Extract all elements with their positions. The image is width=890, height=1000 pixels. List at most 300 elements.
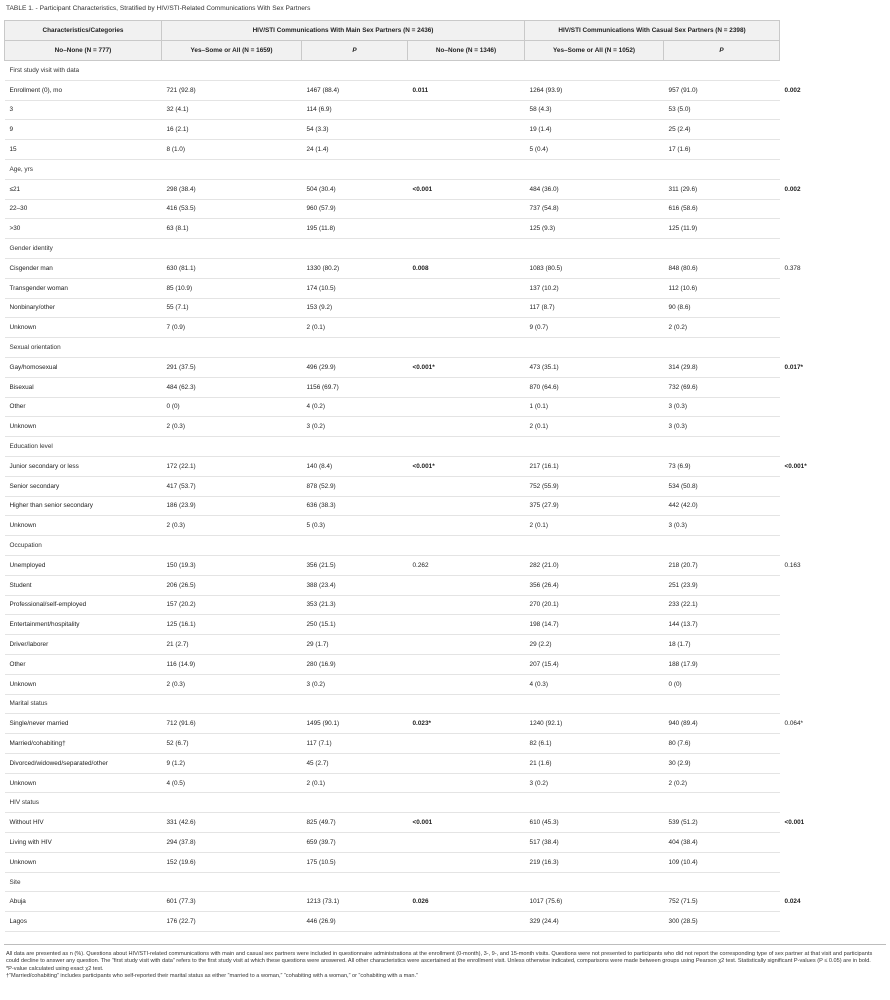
header-casual-yes: Yes–Some or All (N = 1052) (525, 41, 664, 61)
casual-yes-cell: 2 (0.2) (664, 318, 780, 338)
casual-yes-cell: 218 (20.7) (664, 555, 780, 575)
main-yes-cell: 659 (39.7) (302, 833, 408, 853)
casual-yes-cell: 2 (0.2) (664, 773, 780, 793)
table-row (5, 496, 780, 516)
casual-no-cell: 2 (0.1) (525, 417, 664, 437)
casual-no-cell: 282 (21.0) (525, 555, 664, 575)
row-label: Cisgender man (5, 258, 162, 278)
main-p-value (408, 140, 525, 160)
category-label: First study visit with data (5, 61, 162, 81)
empty-cell (525, 239, 664, 259)
main-p-value: <0.001 (408, 813, 525, 833)
casual-no-cell: 58 (4.3) (525, 100, 664, 120)
main-p-value (408, 496, 525, 516)
casual-no-cell: 125 (9.3) (525, 219, 664, 239)
table-row (5, 615, 780, 635)
main-no-cell: 484 (62.3) (162, 377, 302, 397)
category-label: Marital status (5, 694, 162, 714)
casual-no-cell: 270 (20.1) (525, 595, 664, 615)
main-yes-cell: 3 (0.2) (302, 674, 408, 694)
main-p-value (408, 199, 525, 219)
table-row (5, 298, 780, 318)
table-row: Gay/homosexual 291 (37.5) 496 (29.9) <0.001* 473 (35.1) 314 (29.8) 0.017* (5, 357, 780, 377)
casual-no-cell: 9 (0.7) (525, 318, 664, 338)
main-yes-cell: 1213 (73.1) (302, 892, 408, 912)
row-label: Unknown (5, 852, 162, 872)
empty-cell (664, 437, 780, 457)
casual-yes-cell: 233 (22.1) (664, 595, 780, 615)
table-row (5, 199, 780, 219)
empty-cell (408, 536, 525, 556)
main-no-cell: 9 (1.2) (162, 753, 302, 773)
table-row (5, 219, 780, 239)
table-row: Enrollment (0), mo 721 (92.8) 1467 (88.4) 0.011 1264 (93.9) 957 (91.0) 0.002 (5, 80, 780, 100)
category-row (5, 338, 780, 358)
main-yes-cell: 250 (15.1) (302, 615, 408, 635)
main-yes-cell: 2 (0.1) (302, 318, 408, 338)
category-label: HIV status (5, 793, 162, 813)
casual-yes-cell: 109 (10.4) (664, 852, 780, 872)
casual-no-cell: 19 (1.4) (525, 120, 664, 140)
main-no-cell: 176 (22.7) (162, 912, 302, 932)
main-no-cell: 125 (16.1) (162, 615, 302, 635)
casual-no-cell: 29 (2.2) (525, 635, 664, 655)
main-no-cell: 21 (2.7) (162, 635, 302, 655)
empty-cell (664, 536, 780, 556)
casual-yes-cell: 188 (17.9) (664, 654, 780, 674)
casual-yes-cell: 404 (38.4) (664, 833, 780, 853)
category-row (5, 536, 780, 556)
header-casual-p: P (664, 41, 780, 61)
main-no-cell: 630 (81.1) (162, 258, 302, 278)
main-p-value: 0.262 (408, 555, 525, 575)
main-yes-cell: 3 (0.2) (302, 417, 408, 437)
main-no-cell: 16 (2.1) (162, 120, 302, 140)
row-label: Enrollment (0), mo (5, 80, 162, 100)
main-p-value (408, 516, 525, 536)
main-yes-cell: 280 (16.9) (302, 654, 408, 674)
empty-cell (162, 61, 302, 81)
empty-cell (664, 159, 780, 179)
main-p-value: 0.011 (408, 80, 525, 100)
casual-no-cell: 5 (0.4) (525, 140, 664, 160)
empty-cell (302, 338, 408, 358)
main-p-value (408, 852, 525, 872)
header-main-p: P (302, 41, 408, 61)
empty-cell (664, 239, 780, 259)
row-label: Nonbinary/other (5, 298, 162, 318)
casual-yes-cell: 940 (89.4) (664, 714, 780, 734)
empty-cell (302, 793, 408, 813)
casual-no-cell: 329 (24.4) (525, 912, 664, 932)
main-yes-cell: 114 (6.9) (302, 100, 408, 120)
row-label: Single/never married (5, 714, 162, 734)
casual-yes-cell: 25 (2.4) (664, 120, 780, 140)
casual-no-cell: 3 (0.2) (525, 773, 664, 793)
main-yes-cell: 174 (10.5) (302, 278, 408, 298)
table-row (5, 912, 780, 932)
main-p-value (408, 654, 525, 674)
casual-yes-cell: 90 (8.6) (664, 298, 780, 318)
main-no-cell: 2 (0.3) (162, 674, 302, 694)
main-no-cell: 8 (1.0) (162, 140, 302, 160)
main-yes-cell: 878 (52.9) (302, 476, 408, 496)
main-no-cell: 294 (37.8) (162, 833, 302, 853)
empty-cell (525, 61, 664, 81)
footnote-general: All data are presented as n (%). Questions about HIV/STI-related communications with main and casual sex partners were included in questionnaire administrations at the enrollment (0-month), 3-, 9-, and 15-month visits. Questions were not presented to participants who did not report the corresponding type of sex partner at that visit and participants could decline to answer any question. The “first study visit with data” refers to the first study visit at which these questions were answered. All other characteristics were ascertained at the enrollment visit. Unless otherwise indicated, comparisons were made between groups using Pearson χ2 test. Statistically significant P-values (P ≤ 0.05) are in bold. (6, 951, 873, 965)
table-row (5, 140, 780, 160)
table-row: ≤21 298 (38.4) 504 (30.4) <0.001 484 (36.0) 311 (29.6) 0.002 (5, 179, 780, 199)
casual-yes-cell: 300 (28.5) (664, 912, 780, 932)
row-label: 15 (5, 140, 162, 160)
table-row (5, 635, 780, 655)
main-no-cell: 2 (0.3) (162, 417, 302, 437)
main-yes-cell: 24 (1.4) (302, 140, 408, 160)
casual-no-cell: 473 (35.1) (525, 357, 664, 377)
casual-no-cell: 207 (15.4) (525, 654, 664, 674)
row-label: Higher than senior secondary (5, 496, 162, 516)
table-row (5, 773, 780, 793)
casual-no-cell: 137 (10.2) (525, 278, 664, 298)
empty-cell (408, 694, 525, 714)
table-row (5, 516, 780, 536)
category-row (5, 793, 780, 813)
casual-no-cell: 4 (0.3) (525, 674, 664, 694)
casual-no-cell: 1240 (92.1) (525, 714, 664, 734)
footnote-married-cohabiting: †“Married/cohabiting” includes participants who self-reported their marital status as either “married to a woman,” “cohabiting with a woman,” or “cohabiting with a man.” (6, 973, 418, 980)
casual-yes-cell: 73 (6.9) (664, 456, 780, 476)
category-row (5, 159, 780, 179)
casual-yes-cell: 957 (91.0) (664, 80, 780, 100)
main-yes-cell: 54 (3.3) (302, 120, 408, 140)
main-no-cell: 417 (53.7) (162, 476, 302, 496)
casual-yes-cell: 30 (2.9) (664, 753, 780, 773)
header-row-groups (5, 21, 780, 41)
casual-no-cell: 198 (14.7) (525, 615, 664, 635)
main-no-cell: 601 (77.3) (162, 892, 302, 912)
category-label: Age, yrs (5, 159, 162, 179)
header-main-partners: HIV/STI Communications With Main Sex Partners (N = 2436) (162, 21, 525, 41)
main-no-cell: 52 (6.7) (162, 734, 302, 754)
empty-cell (162, 793, 302, 813)
table-row (5, 734, 780, 754)
main-yes-cell: 195 (11.8) (302, 219, 408, 239)
main-yes-cell: 636 (38.3) (302, 496, 408, 516)
table-row (5, 753, 780, 773)
casual-yes-cell: 18 (1.7) (664, 635, 780, 655)
main-yes-cell: 356 (21.5) (302, 555, 408, 575)
empty-cell (664, 872, 780, 892)
row-label: Student (5, 575, 162, 595)
row-label: 9 (5, 120, 162, 140)
category-row (5, 694, 780, 714)
main-no-cell: 0 (0) (162, 397, 302, 417)
table-row (5, 278, 780, 298)
empty-cell (525, 793, 664, 813)
main-p-value: 0.026 (408, 892, 525, 912)
main-p-value (408, 635, 525, 655)
row-label: Professional/self-employed (5, 595, 162, 615)
row-label: Senior secondary (5, 476, 162, 496)
table-row (5, 397, 780, 417)
main-p-value (408, 575, 525, 595)
casual-yes-cell: 125 (11.9) (664, 219, 780, 239)
row-label: Unknown (5, 773, 162, 793)
casual-yes-cell: 539 (51.2) (664, 813, 780, 833)
main-no-cell: 206 (26.5) (162, 575, 302, 595)
main-p-value: <0.001 (408, 179, 525, 199)
empty-cell (302, 536, 408, 556)
main-no-cell: 157 (20.2) (162, 595, 302, 615)
empty-cell (408, 872, 525, 892)
empty-cell (525, 159, 664, 179)
main-no-cell: 152 (19.6) (162, 852, 302, 872)
main-no-cell: 172 (22.1) (162, 456, 302, 476)
table-container (4, 20, 888, 932)
main-no-cell: 721 (92.8) (162, 80, 302, 100)
header-characteristics: Characteristics/Categories (5, 21, 162, 41)
empty-cell (302, 872, 408, 892)
casual-no-cell: 737 (54.8) (525, 199, 664, 219)
table-row (5, 377, 780, 397)
empty-cell (162, 694, 302, 714)
table-row: Junior secondary or less 172 (22.1) 140 (8.4) <0.001* 217 (16.1) 73 (6.9) <0.001* (5, 456, 780, 476)
empty-cell (162, 536, 302, 556)
empty-cell (525, 872, 664, 892)
main-yes-cell: 140 (8.4) (302, 456, 408, 476)
header-row-subgroups (5, 41, 780, 61)
empty-cell (302, 239, 408, 259)
casual-yes-cell: 17 (1.6) (664, 140, 780, 160)
empty-cell (525, 694, 664, 714)
casual-no-cell: 1083 (80.5) (525, 258, 664, 278)
casual-no-cell: 117 (8.7) (525, 298, 664, 318)
row-label: Transgender woman (5, 278, 162, 298)
casual-no-cell: 610 (45.3) (525, 813, 664, 833)
row-label: Unknown (5, 516, 162, 536)
casual-yes-cell: 442 (42.0) (664, 496, 780, 516)
casual-no-cell: 217 (16.1) (525, 456, 664, 476)
empty-cell (408, 159, 525, 179)
casual-yes-cell: 732 (69.6) (664, 377, 780, 397)
header-main-yes: Yes–Some or All (N = 1659) (162, 41, 302, 61)
table-row (5, 120, 780, 140)
empty-cell (664, 793, 780, 813)
main-p-value (408, 753, 525, 773)
participant-table (4, 20, 807, 932)
main-yes-cell: 153 (9.2) (302, 298, 408, 318)
main-p-value: <0.001* (408, 357, 525, 377)
empty-cell (664, 338, 780, 358)
main-yes-cell: 496 (29.9) (302, 357, 408, 377)
main-p-value (408, 278, 525, 298)
casual-no-cell: 484 (36.0) (525, 179, 664, 199)
row-label: Other (5, 397, 162, 417)
empty-cell (408, 239, 525, 259)
table-caption: TABLE 1. - Participant Characteristics, Stratified by HIV/STI-Related Communications With Sex Partners (6, 5, 311, 12)
casual-yes-cell: 534 (50.8) (664, 476, 780, 496)
category-row (5, 239, 780, 259)
footnote-divider (4, 944, 886, 945)
casual-no-cell: 870 (64.6) (525, 377, 664, 397)
empty-cell (162, 437, 302, 457)
footnotes (6, 951, 884, 981)
main-yes-cell: 504 (30.4) (302, 179, 408, 199)
main-yes-cell: 446 (26.9) (302, 912, 408, 932)
casual-no-cell: 2 (0.1) (525, 516, 664, 536)
main-no-cell: 712 (91.6) (162, 714, 302, 734)
main-yes-cell: 1156 (69.7) (302, 377, 408, 397)
main-p-value (408, 833, 525, 853)
main-p-value (408, 417, 525, 437)
row-label: Junior secondary or less (5, 456, 162, 476)
main-p-value (408, 476, 525, 496)
row-label: Unknown (5, 417, 162, 437)
empty-cell (162, 159, 302, 179)
category-label: Gender identity (5, 239, 162, 259)
row-label: Abuja (5, 892, 162, 912)
table-row: Single/never married 712 (91.6) 1495 (90.1) 0.023* 1240 (92.1) 940 (89.4) 0.064* (5, 714, 780, 734)
main-yes-cell: 1495 (90.1) (302, 714, 408, 734)
table-row: Without HIV 331 (42.6) 825 (49.7) <0.001 610 (45.3) 539 (51.2) <0.001 (5, 813, 780, 833)
main-p-value (408, 615, 525, 635)
main-p-value (408, 397, 525, 417)
row-label: Other (5, 654, 162, 674)
casual-no-cell: 517 (38.4) (525, 833, 664, 853)
main-p-value (408, 100, 525, 120)
table-row: Cisgender man 630 (81.1) 1330 (80.2) 0.008 1083 (80.5) 848 (80.6) 0.378 (5, 258, 780, 278)
casual-yes-cell: 251 (23.9) (664, 575, 780, 595)
main-yes-cell: 45 (2.7) (302, 753, 408, 773)
empty-cell (664, 694, 780, 714)
table-row (5, 476, 780, 496)
casual-yes-cell: 314 (29.8) (664, 357, 780, 377)
category-label: Occupation (5, 536, 162, 556)
casual-yes-cell: 53 (5.0) (664, 100, 780, 120)
header-main-no: No–None (N = 777) (5, 41, 162, 61)
main-yes-cell: 5 (0.3) (302, 516, 408, 536)
category-label: Sexual orientation (5, 338, 162, 358)
main-p-value (408, 318, 525, 338)
category-label: Site (5, 872, 162, 892)
row-label: 22–30 (5, 199, 162, 219)
main-no-cell: 291 (37.5) (162, 357, 302, 377)
main-yes-cell: 29 (1.7) (302, 635, 408, 655)
main-yes-cell: 388 (23.4) (302, 575, 408, 595)
table-row (5, 674, 780, 694)
casual-yes-cell: 752 (71.5) (664, 892, 780, 912)
empty-cell (162, 872, 302, 892)
empty-cell (408, 793, 525, 813)
main-p-value (408, 298, 525, 318)
main-yes-cell: 825 (49.7) (302, 813, 408, 833)
main-no-cell: 186 (23.9) (162, 496, 302, 516)
category-row (5, 872, 780, 892)
table-row (5, 575, 780, 595)
main-yes-cell: 353 (21.3) (302, 595, 408, 615)
main-no-cell: 32 (4.1) (162, 100, 302, 120)
empty-cell (302, 694, 408, 714)
empty-cell (408, 437, 525, 457)
empty-cell (302, 437, 408, 457)
main-p-value (408, 734, 525, 754)
table-row (5, 654, 780, 674)
empty-cell (525, 536, 664, 556)
footnote-exact-test: *P-value calculated using exact χ2 test. (6, 965, 104, 972)
main-p-value (408, 595, 525, 615)
empty-cell (302, 159, 408, 179)
category-row (5, 61, 780, 81)
main-p-value (408, 219, 525, 239)
main-p-value: 0.023* (408, 714, 525, 734)
row-label: Unemployed (5, 555, 162, 575)
empty-cell (162, 239, 302, 259)
main-no-cell: 416 (53.5) (162, 199, 302, 219)
casual-yes-cell: 3 (0.3) (664, 417, 780, 437)
main-p-value (408, 912, 525, 932)
main-yes-cell: 960 (57.9) (302, 199, 408, 219)
row-label: Divorced/widowed/separated/other (5, 753, 162, 773)
row-label: Gay/homosexual (5, 357, 162, 377)
table-row (5, 417, 780, 437)
main-yes-cell: 117 (7.1) (302, 734, 408, 754)
row-label: Lagos (5, 912, 162, 932)
empty-cell (664, 61, 780, 81)
row-label: Married/cohabiting† (5, 734, 162, 754)
row-label: 3 (5, 100, 162, 120)
main-p-value (408, 120, 525, 140)
casual-no-cell: 356 (26.4) (525, 575, 664, 595)
main-no-cell: 2 (0.3) (162, 516, 302, 536)
table-row: Abuja 601 (77.3) 1213 (73.1) 0.026 1017 (75.6) 752 (71.5) 0.024 (5, 892, 780, 912)
empty-cell (408, 61, 525, 81)
casual-yes-cell: 112 (10.6) (664, 278, 780, 298)
main-no-cell: 63 (8.1) (162, 219, 302, 239)
casual-yes-cell: 0 (0) (664, 674, 780, 694)
casual-yes-cell: 144 (13.7) (664, 615, 780, 635)
main-no-cell: 298 (38.4) (162, 179, 302, 199)
category-row (5, 437, 780, 457)
main-no-cell: 4 (0.5) (162, 773, 302, 793)
row-label: Unknown (5, 674, 162, 694)
main-yes-cell: 1467 (88.4) (302, 80, 408, 100)
main-p-value (408, 773, 525, 793)
main-p-value (408, 377, 525, 397)
row-label: ≤21 (5, 179, 162, 199)
table-row: Unemployed 150 (19.3) 356 (21.5) 0.262 282 (21.0) 218 (20.7) 0.163 (5, 555, 780, 575)
main-yes-cell: 175 (10.5) (302, 852, 408, 872)
empty-cell (162, 338, 302, 358)
main-no-cell: 85 (10.9) (162, 278, 302, 298)
row-label: Without HIV (5, 813, 162, 833)
table-row (5, 100, 780, 120)
header-casual-no: No–None (N = 1346) (408, 41, 525, 61)
main-p-value: 0.008 (408, 258, 525, 278)
main-no-cell: 7 (0.9) (162, 318, 302, 338)
main-no-cell: 116 (14.9) (162, 654, 302, 674)
casual-yes-cell: 311 (29.6) (664, 179, 780, 199)
table-row (5, 318, 780, 338)
casual-yes-cell: 80 (7.6) (664, 734, 780, 754)
table-row (5, 833, 780, 853)
main-yes-cell: 2 (0.1) (302, 773, 408, 793)
main-no-cell: 55 (7.1) (162, 298, 302, 318)
main-no-cell: 150 (19.3) (162, 555, 302, 575)
main-no-cell: 331 (42.6) (162, 813, 302, 833)
casual-yes-cell: 3 (0.3) (664, 516, 780, 536)
casual-yes-cell: 616 (58.6) (664, 199, 780, 219)
casual-no-cell: 21 (1.6) (525, 753, 664, 773)
